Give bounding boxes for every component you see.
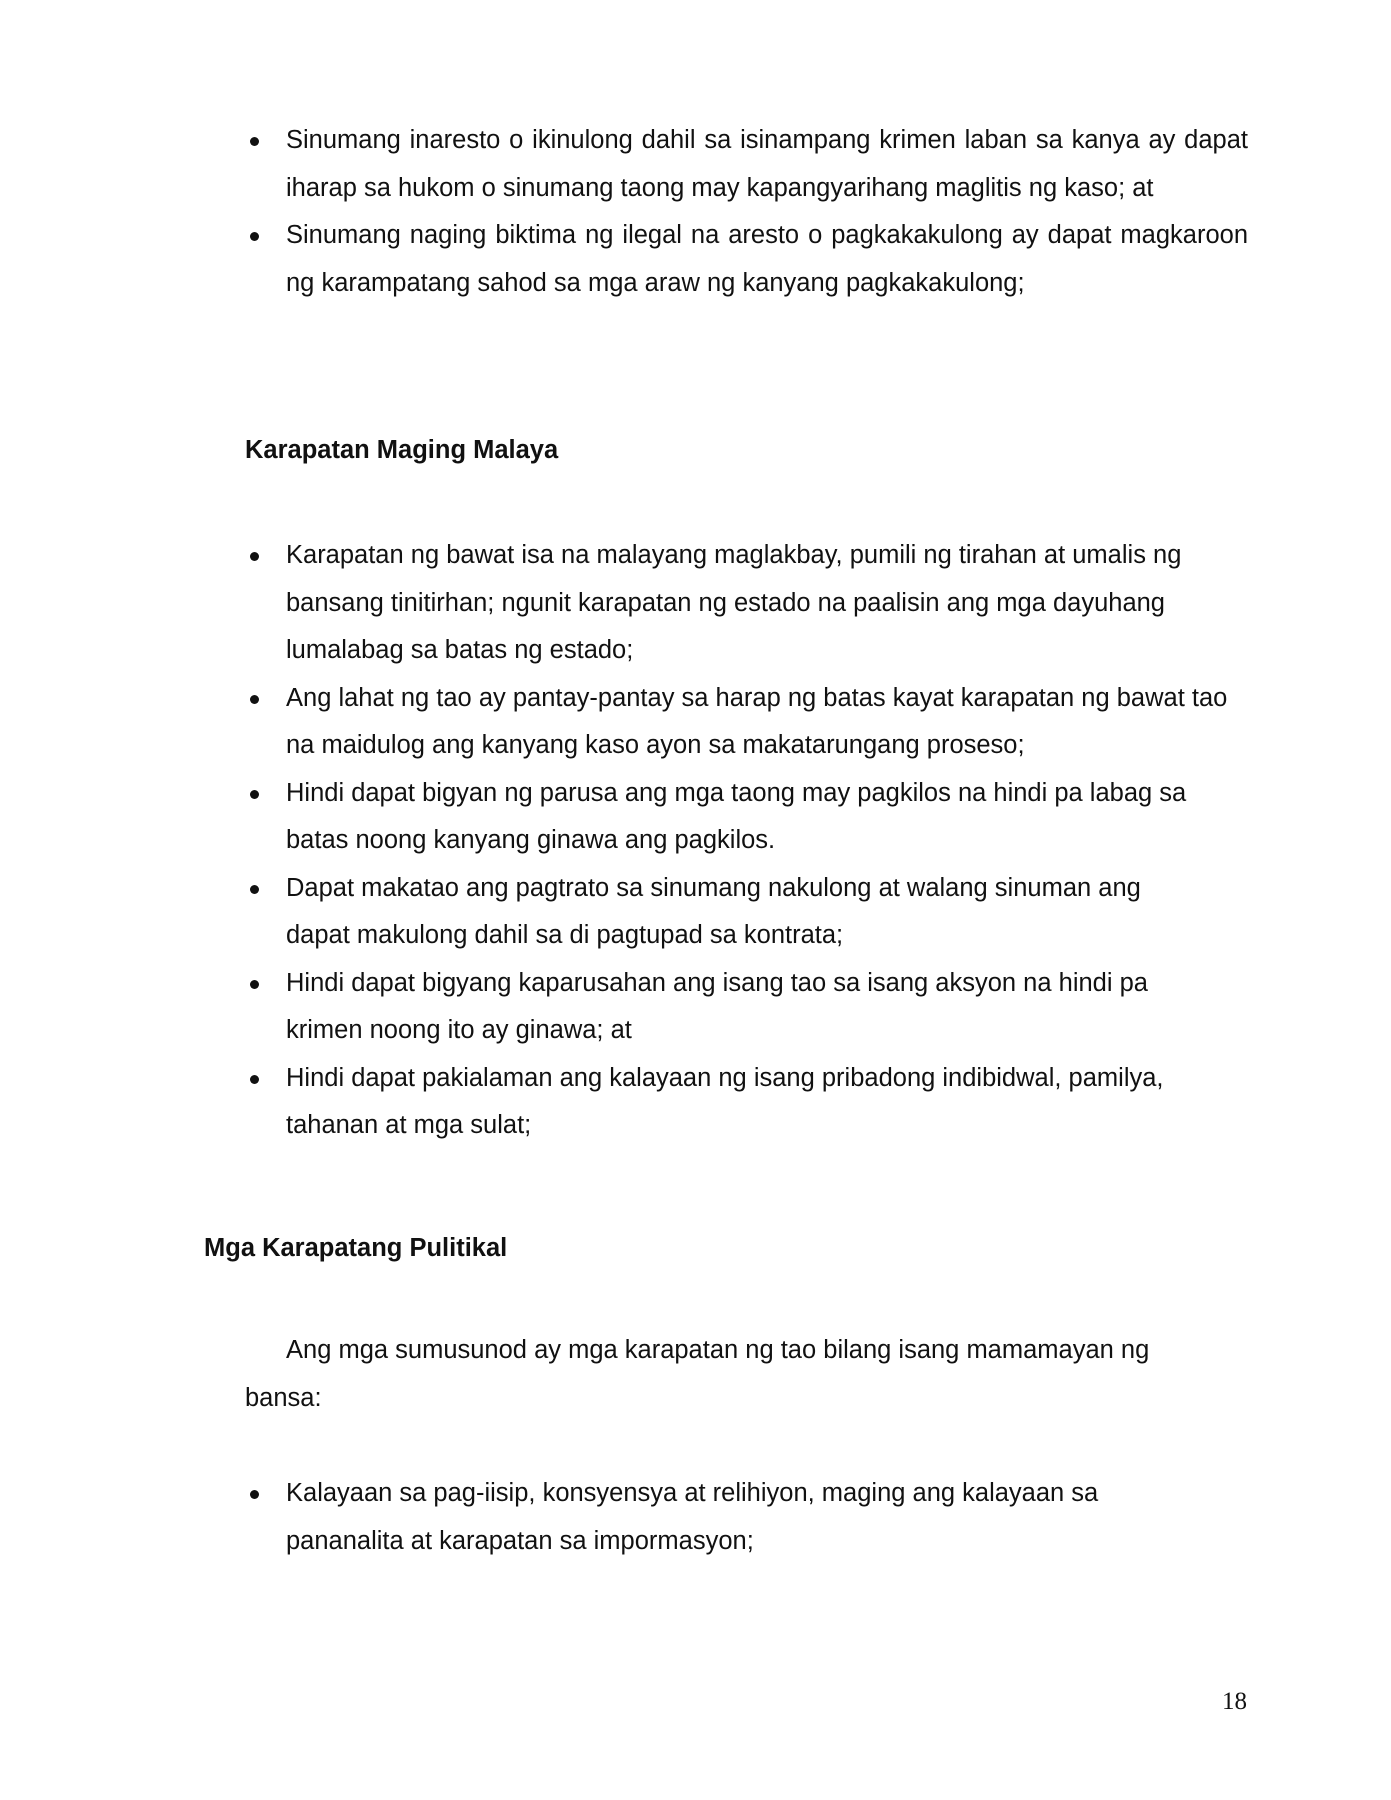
list-item — [250, 1470, 1210, 1565]
rights-list-freedom — [250, 532, 1250, 1150]
bullet-icon — [250, 695, 259, 704]
list-item-text: Dapat makatao ang pagtrato sa sinumang nakulong at walang sinuman ang dapat makulong dahil sa di pagtupad sa kontrata; — [286, 873, 1141, 949]
bullet-icon — [250, 790, 259, 799]
list-item — [250, 865, 1250, 960]
bullet-icon — [250, 980, 259, 989]
list-item-text: Kalayaan sa pag-iisip, konsyensya at relihiyon, maging ang kalayaan sa pananalita at karapatan sa impormasyon; — [286, 1479, 1099, 1555]
list-item-text: Sinumang naging biktima ng ilegal na aresto o pagkakakulong ay dapat magkaroon ng karampatang sahod sa mga araw ng kanyang pagkakakulong; — [286, 221, 1248, 297]
list-item-text: Karapatan ng bawat isa na malayang maglakbay, pumili ng tirahan at umalis ng bansang tinitirhan; ngunit karapatan ng estado na paalisin ang mga dayuhang lumalabag sa batas ng estado; — [286, 541, 1182, 664]
list-item — [250, 117, 1248, 212]
rights-list-detention — [250, 117, 1248, 307]
intro-paragraph: Ang mga sumusunod ay mga karapatan ng tao bilang isang mamamayan ng bansa: — [245, 1336, 1150, 1412]
list-item — [250, 212, 1248, 307]
list-item — [250, 532, 1250, 675]
bullet-icon — [250, 885, 259, 894]
list-item — [250, 770, 1250, 865]
list-item — [250, 1055, 1250, 1150]
bullet-icon — [250, 1075, 259, 1084]
list-item-text: Hindi dapat bigyan ng parusa ang mga taong may pagkilos na hindi pa labag sa batas noong kanyang ginawa ang pagkilos. — [286, 778, 1187, 854]
list-item-text: Sinumang inaresto o ikinulong dahil sa isinampang krimen laban sa kanya ay dapat iharap sa hukom o sinumang taong may kapangyarihang maglitis ng kaso; at — [286, 126, 1248, 202]
section-heading: Karapatan Maging Malaya — [245, 436, 559, 464]
rights-list-political — [250, 1470, 1210, 1565]
bullet-icon — [250, 232, 259, 241]
bullet-icon — [250, 137, 259, 146]
list-item-text: Hindi dapat pakialaman ang kalayaan ng isang pribadong indibidwal, pamilya, tahanan at mga sulat; — [286, 1063, 1164, 1139]
list-item-text: Ang lahat ng tao ay pantay-pantay sa harap ng batas kayat karapatan ng bawat tao na maidulog ang kanyang kaso ayon sa makatarungang proseso; — [286, 683, 1228, 759]
list-item — [250, 960, 1250, 1055]
list-item — [250, 675, 1250, 770]
bullet-icon — [250, 552, 259, 561]
list-item-text: Hindi dapat bigyang kaparusahan ang isang tao sa isang aksyon na hindi pa krimen noong ito ay ginawa; at — [286, 968, 1148, 1044]
page-number: 18 — [1222, 1688, 1247, 1715]
bullet-icon — [250, 1490, 259, 1499]
section-heading: Mga Karapatang Pulitikal — [204, 1234, 508, 1262]
